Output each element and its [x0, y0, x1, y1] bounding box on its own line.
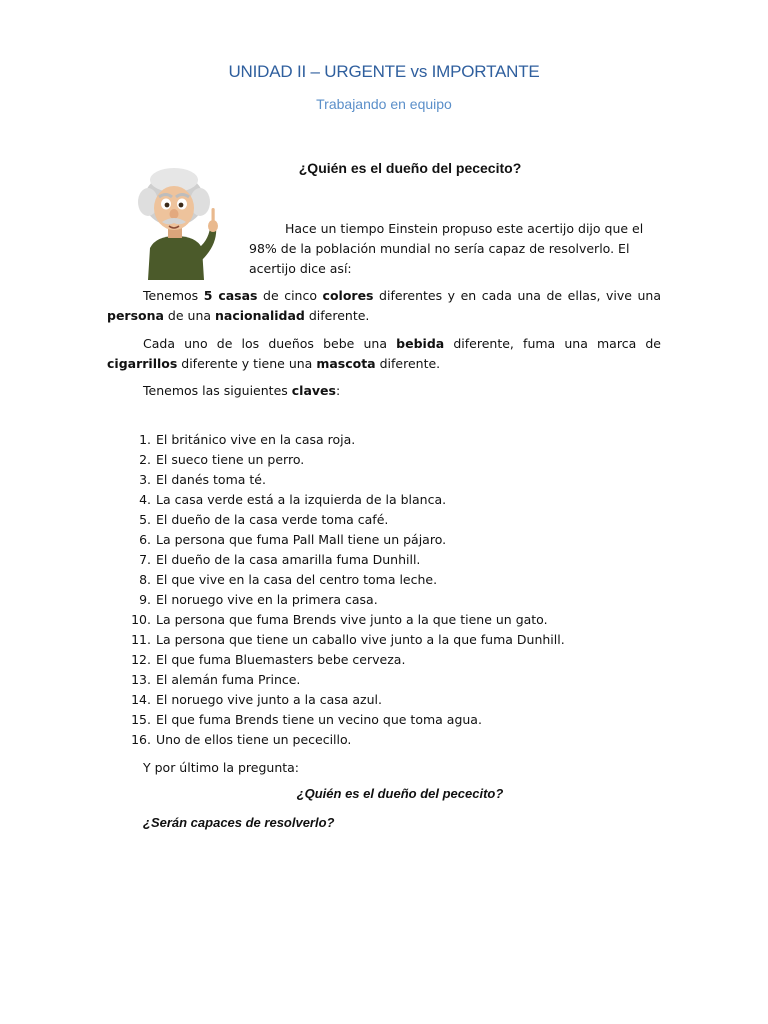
para2-bold-mascota: mascota [316, 356, 376, 371]
clue-number: 2. [139, 452, 151, 467]
clue-text: El dueño de la casa verde toma café. [155, 512, 389, 527]
para2-bold-bebida: bebida [396, 336, 445, 351]
list-item [107, 610, 565, 630]
para1-text-5: diferente. [304, 308, 370, 323]
clue-number: 9. [139, 592, 151, 607]
list-item [107, 550, 565, 570]
list-item [107, 430, 565, 450]
paragraph-owners [107, 334, 661, 374]
clue-number: 15. [131, 712, 151, 727]
list-item [107, 710, 565, 730]
clue-text: La persona que fuma Brends vive junto a la que tiene un gato. [155, 612, 548, 627]
einstein-illustration [126, 162, 226, 280]
para2-bold-cigarrillos: cigarrillos [107, 356, 178, 371]
para1-text-2: de cinco [257, 288, 323, 303]
list-item [107, 470, 565, 490]
document-subtitle: Trabajando en equipo [316, 96, 452, 112]
clue-number: 3. [139, 472, 151, 487]
clue-number: 5. [139, 512, 151, 527]
clue-text: El noruego vive junto a la casa azul. [155, 692, 382, 707]
closing-lead [107, 758, 661, 778]
clue-number: 14. [131, 692, 151, 707]
list-item [107, 650, 565, 670]
clue-number: 7. [139, 552, 151, 567]
clue-text: El que vive en la casa del centro toma leche. [155, 572, 438, 587]
question-heading: ¿Quién es el dueño del pececito? [298, 160, 522, 176]
list-item [107, 590, 565, 610]
para1-bold-nacionalidad: nacionalidad [215, 308, 305, 323]
clue-number: 13. [131, 672, 151, 687]
list-item [107, 510, 565, 530]
paragraph-houses [107, 286, 661, 326]
clue-text: La persona que fuma Pall Mall tiene un pájaro. [155, 532, 447, 547]
clue-number: 4. [139, 492, 151, 507]
clue-number: 6. [139, 532, 151, 547]
clue-text: Uno de ellos tiene un pececillo. [155, 732, 352, 747]
para2-text-4: diferente. [375, 356, 441, 371]
list-item [107, 630, 565, 650]
list-item [107, 570, 565, 590]
para2-text-3: diferente y tiene una [177, 356, 317, 371]
closing-lead-text: Y por último la pregunta: [143, 760, 300, 775]
list-item [107, 670, 565, 690]
clue-number: 11. [131, 632, 151, 647]
list-item [107, 690, 565, 710]
clue-number: 16. [131, 732, 151, 747]
clue-text: El dueño de la casa amarilla fuma Dunhill. [155, 552, 421, 567]
document-title: UNIDAD II – URGENTE vs IMPORTANTE [228, 62, 540, 81]
para1-bold-colores: colores [322, 288, 374, 303]
para3-text-1: Tenemos las siguientes [143, 383, 292, 398]
clue-text: El noruego vive en la primera casa. [155, 592, 378, 607]
clue-text: El que fuma Bluemasters bebe cerveza. [155, 652, 406, 667]
clue-number: 12. [131, 652, 151, 667]
paragraph-clues-intro [107, 381, 661, 401]
para2-text-1: Cada uno de los dueños bebe una [143, 336, 397, 351]
list-item [107, 450, 565, 470]
clues-list [107, 430, 565, 750]
para3-text-2: : [335, 383, 341, 398]
clue-text: El que fuma Brends tiene un vecino que toma agua. [155, 712, 482, 727]
list-item [107, 730, 565, 750]
clue-text: El danés toma té. [155, 472, 266, 487]
para1-text-3: diferentes y en cada una de ellas, vive una [373, 288, 661, 303]
para1-bold-persona: persona [107, 308, 164, 323]
para1-text-1: Tenemos [143, 288, 204, 303]
final-challenge: ¿Serán capaces de resolverlo? [143, 815, 335, 830]
para1-text-4: de una [163, 308, 216, 323]
clue-text: La casa verde está a la izquierda de la blanca. [155, 492, 447, 507]
final-question: ¿Quién es el dueño del pececito? [296, 786, 504, 801]
clue-text: El alemán fuma Prince. [155, 672, 301, 687]
list-item [107, 530, 565, 550]
clue-text: La persona que tiene un caballo vive junto a la que fuma Dunhill. [155, 632, 565, 647]
clue-number: 8. [139, 572, 151, 587]
list-item [107, 490, 565, 510]
clue-text: El sueco tiene un perro. [155, 452, 305, 467]
para3-bold-claves: claves [291, 383, 336, 398]
para1-bold-casas: 5 casas [203, 288, 258, 303]
clue-number: 10. [131, 612, 151, 627]
intro-paragraph [249, 219, 661, 279]
clue-number: 1. [139, 432, 151, 447]
para2-text-2: diferente, fuma una marca de [444, 336, 661, 351]
clue-text: El británico vive en la casa roja. [155, 432, 356, 447]
intro-line-1: Hace un tiempo Einstein propuso este acertijo dijo que el [285, 221, 644, 236]
intro-line-3: acertijo dice así: [249, 261, 352, 276]
intro-line-2: 98% de la población mundial no sería capaz de resolverlo. El [249, 241, 630, 256]
